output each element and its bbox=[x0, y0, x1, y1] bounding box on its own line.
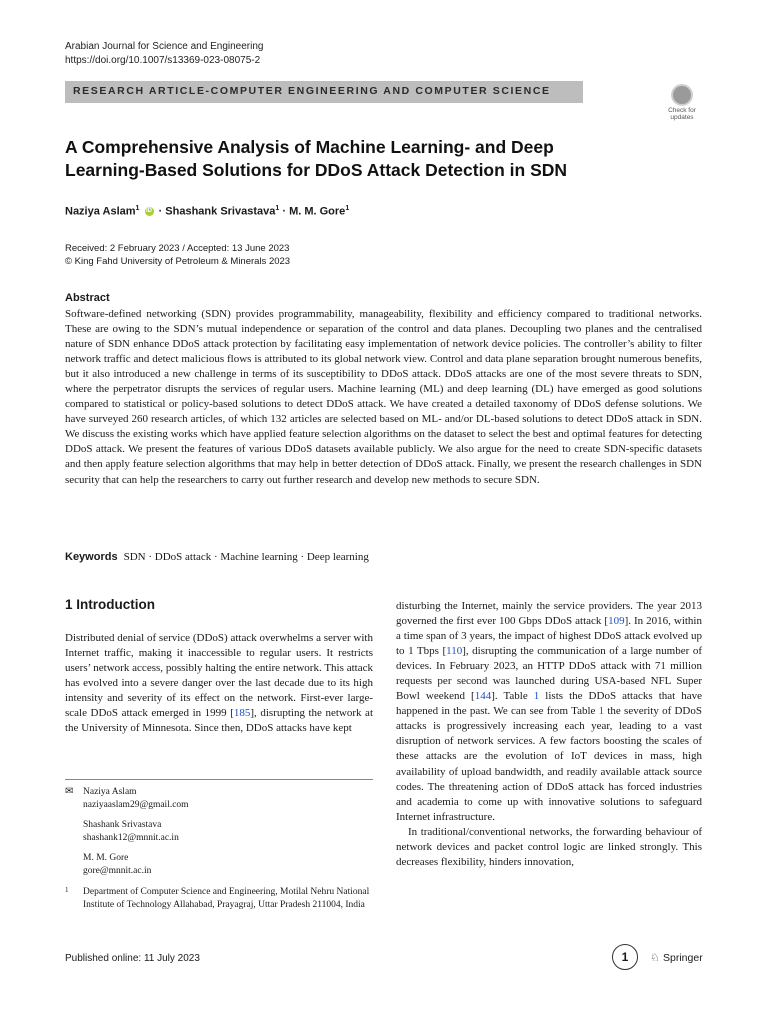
keywords-list: SDN · DDoS attack · Machine learning · Deep learning bbox=[123, 551, 369, 563]
body-column-left bbox=[65, 631, 373, 736]
contact-name: Shashank Srivastava bbox=[83, 820, 162, 830]
check-updates-icon bbox=[671, 84, 693, 106]
author-affiliation-mark: 1 bbox=[135, 205, 140, 212]
abstract-text: Software-defined networking (SDN) provides programmability, manageability, flexibility and efficiency compared to traditional networks. These are owing to the SDN’s mutual independence or separation of the control and data planes. Decoupling two planes and the centralised nature of SDN enhance DDoS attack protection by facilitating easy implementation of network device policies. The controller’s ability to filter network traffic and detect malicious flows is attributed to its global network view. Control and data plane separation brought numerous benefits, but it also introduced a new challenge in terms of its susceptibility to DDoS attack. DDoS attacks are one of the most severe threats to SDN, where the perpetrator disrupts the services of regular users. Machine learning (ML) and deep learning (DL) have emerged as good solutions compared to statistical or policy-based solutions to detect DDoS attack. We have created a detailed taxonomy of DDoS defense solutions. We have surveyed 260 research articles, of which 132 articles are selected based on ML- and/or DL-based solutions to detect DDoS attack in SDN. We discuss the existing works which have applied feature selection algorithms on the dataset to select the best and optimal features for detecting DDoS attack. We present the features of various DDoS datasets available publicly. We also argue for the need to create SDN-specific datasets and then apply feature selection algorithms that may help in better detection of DDoS attack. Finally, we present the research challenges in SDN security that can help the researchers to carry out further research and develop new methods to secure SDN. bbox=[65, 308, 702, 486]
contact-entry bbox=[83, 852, 373, 877]
keywords bbox=[65, 551, 369, 563]
article-dates bbox=[65, 242, 290, 268]
contact-email[interactable]: shashank12@mnnit.ac.in bbox=[83, 832, 179, 843]
author-separator: · bbox=[158, 205, 163, 218]
contact-name: Naziya Aslam bbox=[83, 787, 137, 797]
body-column-right bbox=[396, 599, 702, 870]
journal-name: Arabian Journal for Science and Engineering bbox=[65, 41, 264, 52]
section-heading: 1 Introduction bbox=[65, 597, 155, 612]
contact-email[interactable]: gore@mnnit.ac.in bbox=[83, 865, 152, 876]
category-label: RESEARCH ARTICLE-COMPUTER ENGINEERING AND COMPUTER SCIENCE bbox=[73, 85, 551, 97]
table-link[interactable]: 1 bbox=[598, 705, 605, 718]
check-for-updates-badge[interactable] bbox=[662, 84, 702, 124]
affiliation-text: Department of Computer Science and Engineering, Motilal Nehru National Institute of Technology Allahabad, Prayagraj, Uttar Pradesh 211004, India bbox=[83, 887, 370, 910]
copyright: © King Fahd University of Petroleum & Minerals 2023 bbox=[65, 256, 291, 267]
category-banner bbox=[65, 81, 583, 103]
keywords-label: Keywords bbox=[65, 551, 118, 563]
publisher-logo bbox=[612, 944, 712, 974]
contact-email[interactable]: naziyaaslam29@gmail.com bbox=[83, 799, 189, 810]
check-updates-label: Check for updates bbox=[668, 107, 696, 121]
author-affiliation-mark: 1 bbox=[275, 205, 280, 212]
contact-entry bbox=[83, 819, 373, 844]
body-text: ]. In 2016, within a time span of 3 years, the impact of highest DDoS attack evolved up to 1 Tbps [ bbox=[396, 615, 702, 658]
body-text: ], disrupting the network at the University of Minnesota. Since then, DDoS attacks have kept bbox=[65, 707, 374, 735]
body-text: disturbing the Internet, mainly the service providers. The year 2013 governed the first ever 100 Gbps DDoS attack [ bbox=[396, 600, 702, 628]
author-name: Shashank Srivastava bbox=[165, 205, 276, 218]
table-link[interactable]: 1 bbox=[533, 690, 540, 703]
reference-link[interactable]: 109 bbox=[608, 615, 625, 628]
body-text: ], disrupting the communication of a large number of devices. In February 2023, an HTTP DDoS attack with 71 million requests per second was launched during USA-based NFL Super Bowl weekend [ bbox=[396, 645, 702, 703]
received-accepted: Received: 2 February 2023 / Accepted: 13 June 2023 bbox=[65, 243, 290, 254]
doi-link[interactable]: https://doi.org/10.1007/s13369-023-08075-2 bbox=[65, 55, 261, 66]
body-text: the severity of DDoS attacks is progressively increasing each year, leading to a vast disruption of network services. A few factors boosting the scales of these attacks are the evolution of IoT devices in mass, high availability of upload bandwidth, and readily available attack source codes. The threatening action of DDoS attack has forced industries and academia to come up with innovative solutions to safeguard Internet infrastructure. bbox=[396, 705, 702, 823]
published-date: Published online: 11 July 2023 bbox=[65, 953, 200, 964]
author-name: M. M. Gore bbox=[289, 205, 346, 218]
affiliation-number: 1 bbox=[65, 886, 69, 894]
body-text: ]. Table bbox=[491, 690, 534, 703]
contact-name: M. M. Gore bbox=[83, 853, 129, 863]
author-separator: · bbox=[282, 205, 287, 218]
publisher-seal-icon: 1 bbox=[612, 944, 638, 970]
envelope-icon: ✉ bbox=[65, 786, 74, 797]
reference-link[interactable]: 144 bbox=[474, 690, 492, 703]
publisher-name: Springer bbox=[663, 952, 703, 964]
author-name: Naziya Aslam bbox=[65, 205, 136, 218]
body-text: lists the DDoS attacks that have happened in the past. We can see from Table bbox=[396, 690, 702, 718]
contact-block bbox=[65, 786, 373, 885]
springer-horse-icon: ♘ bbox=[650, 952, 660, 964]
reference-link[interactable]: 110 bbox=[446, 645, 463, 658]
author-affiliation-mark: 1 bbox=[345, 205, 350, 212]
orcid-icon[interactable]: iD bbox=[146, 208, 152, 215]
affiliation bbox=[65, 886, 373, 911]
reference-link[interactable]: 185 bbox=[233, 707, 251, 720]
author-list bbox=[65, 205, 349, 218]
paragraph: In traditional/conventional networks, the forwarding behaviour of network devices and packet control logic are linked strongly. This decreases flexibility, hinders innovation, bbox=[396, 825, 702, 868]
abstract-heading: Abstract bbox=[65, 292, 110, 304]
contact-entry bbox=[83, 786, 373, 811]
footnote-divider bbox=[65, 779, 373, 780]
body-text: Distributed denial of service (DDoS) attack overwhelms a server with Internet traffic, making it inaccessible to regular users. It restricts users’ network access, possibly halting the entire network. This attack has evolved into a severe danger over the last decade due to its high intensity and severity of its effect on the network. First-ever large-scale DDoS attack emerged in 1999 [ bbox=[65, 632, 373, 720]
paper-title: A Comprehensive Analysis of Machine Learning- and Deep Learning-Based Solutions for DDoS Attack Detection in SDN bbox=[65, 137, 568, 180]
paragraph bbox=[396, 599, 702, 825]
